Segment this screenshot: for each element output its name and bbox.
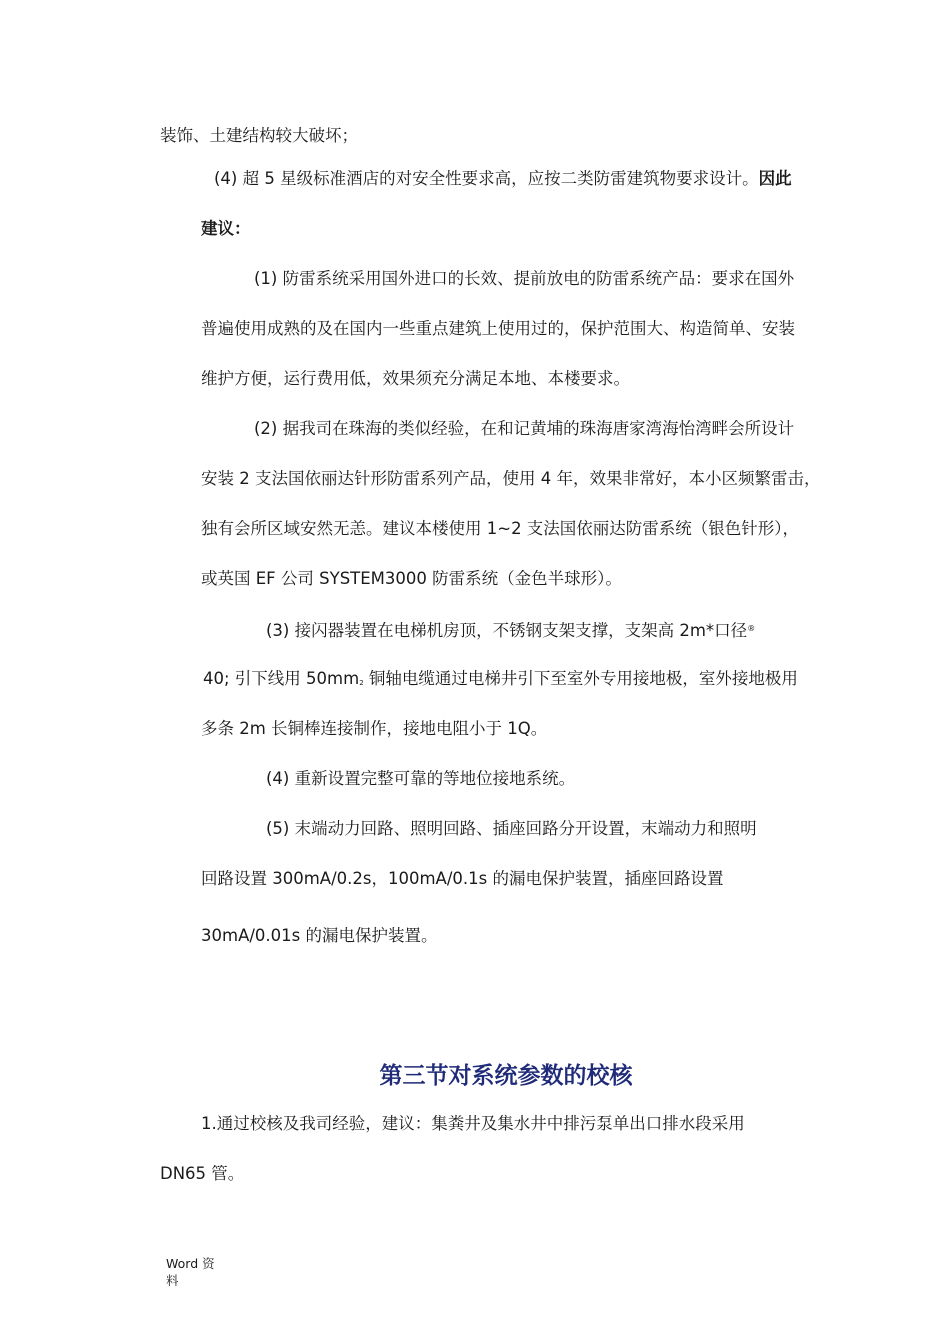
paragraph-line: 安装 2 支法国依丽达针形防雷系列产品，使用 4 年，效果非常好，本小区频繁雷击， [201, 469, 821, 488]
paragraph-text: (3) 接闪器装置在电梯机房顶，不锈钢支架支撑，支架高 2m*口径 [266, 621, 748, 640]
paragraph-line: (5) 末端动力回路、照明回路、插座回路分开设置，末端动力和照明 [266, 819, 757, 838]
paragraph-line: 维护方便，运行费用低，效果须充分满足本地、本楼要求。 [201, 369, 630, 388]
paragraph-line [214, 168, 792, 190]
footer-line: Word 资 [166, 1256, 215, 1271]
paragraph-line: (1) 防雷系统采用国外进口的长效、提前放电的防雷系统产品：要求在国外 [254, 269, 795, 288]
section-heading: 第三节对系统参数的校核 [379, 1063, 633, 1089]
paragraph-line: 30mA/0.01s 的漏电保护装置。 [201, 926, 438, 945]
paragraph-line [203, 668, 798, 694]
footer-line: 料 [166, 1273, 179, 1288]
paragraph-line: 独有会所区域安然无恙。建议本楼使用 1~2 支法国依丽达防雷系统（银色针形）， [201, 519, 800, 538]
paragraph-line: (4) 重新设置完整可靠的等地位接地系统。 [266, 769, 576, 788]
registered-mark: ® [747, 624, 756, 633]
paragraph-line: 建议： [201, 219, 251, 238]
paragraph-text: 铜轴电缆通过电梯井引下至室外专用接地极，室外接地极用 [363, 669, 798, 688]
paragraph-line: 多条 2m 长铜棒连接制作，接地电阻小于 1Q。 [201, 719, 548, 738]
page-footer [166, 1255, 226, 1289]
paragraph-text: (4) 超 5 星级标准酒店的对安全性要求高，应按二类防雷建筑物要求设计。 [214, 169, 759, 188]
paragraph-line [266, 618, 755, 642]
emphasis-text: 因此 [758, 169, 792, 188]
paragraph-line: DN65 管。 [160, 1164, 245, 1183]
paragraph-line: 普遍使用成熟的及在国内一些重点建筑上使用过的，保护范围大、构造简单、安装 [201, 319, 795, 338]
paragraph-line: 1.通过校核及我司经验，建议：集粪井及集水井中排污泵单出口排水段采用 [201, 1114, 745, 1133]
paragraph-line: (2) 据我司在珠海的类似经验，在和记黄埔的珠海唐家湾海怡湾畔会所设计 [254, 419, 795, 438]
paragraph-line: 装饰、土建结构较大破坏； [160, 126, 358, 145]
paragraph-line: 回路设置 300mA/0.2s，100mA/0.1s 的漏电保护装置，插座回路设置 [201, 869, 724, 888]
paragraph-text: 40; 引下线用 50mm [203, 669, 360, 688]
subscript-text: 2 [359, 679, 364, 687]
paragraph-line: 或英国 EF 公司 SYSTEM3000 防雷系统（金色半球形）。 [201, 569, 622, 588]
